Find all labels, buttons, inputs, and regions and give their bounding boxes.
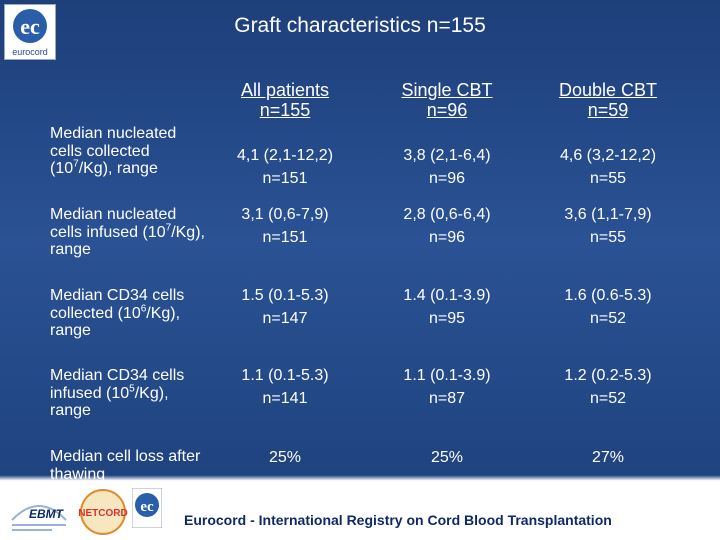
table-cell bbox=[533, 144, 683, 190]
table-cell bbox=[533, 203, 683, 249]
cell-value: 25% bbox=[268, 449, 302, 466]
cell-value: 3,8 (2,1-6,4) bbox=[403, 147, 491, 164]
cell-n: n=55 bbox=[589, 170, 627, 187]
row-label-cd34-collected bbox=[50, 287, 210, 340]
cell-value: 1.2 (0.2-5.3) bbox=[564, 367, 652, 384]
table-cell bbox=[533, 364, 683, 410]
cell-value: 1.5 (0.1-5.3) bbox=[241, 287, 329, 304]
cell-n: n=151 bbox=[262, 229, 308, 246]
cell-n: n=96 bbox=[428, 170, 466, 187]
row-label-text: Median nucleated cells infused (10 bbox=[50, 206, 177, 241]
column-header-name: All patients bbox=[240, 80, 330, 100]
eurocord-small-logo-icon bbox=[132, 488, 162, 528]
table-cell bbox=[533, 284, 683, 330]
table-cell bbox=[372, 446, 522, 469]
cell-n: n=151 bbox=[262, 170, 308, 187]
table-cell bbox=[210, 203, 360, 249]
footer-registry-text: Eurocord - International Registry on Cord Blood Transplantation bbox=[184, 512, 612, 528]
column-header-n: n=59 bbox=[587, 100, 629, 120]
cell-value: 1.6 (0.6-5.3) bbox=[564, 287, 652, 304]
svg-text:ec: ec bbox=[140, 499, 154, 515]
row-label-cell-loss bbox=[50, 448, 210, 483]
row-label-text: Median nucleated cells collected (10 bbox=[50, 125, 177, 177]
cell-value: 1.4 (0.1-3.9) bbox=[403, 287, 491, 304]
row-label-cd34-infused bbox=[50, 367, 210, 420]
cell-value: 25% bbox=[430, 449, 464, 466]
column-header-n: n=155 bbox=[259, 100, 311, 120]
table-cell bbox=[210, 364, 360, 410]
row-label-nucleated-infused bbox=[50, 206, 210, 259]
row-label-nucleated-collected bbox=[50, 125, 210, 178]
ebmt-label: EBMT bbox=[29, 507, 63, 521]
cell-value: 27% bbox=[591, 449, 625, 466]
footer-banner bbox=[0, 484, 720, 540]
table-cell bbox=[372, 203, 522, 249]
row-label-exponent: 6 bbox=[140, 303, 147, 315]
cell-n: n=95 bbox=[428, 310, 466, 327]
cell-n: n=96 bbox=[428, 229, 466, 246]
row-label-exponent: 7 bbox=[73, 158, 79, 170]
cell-value: 3,6 (1,1-7,9) bbox=[564, 206, 652, 223]
svg-text:ec: ec bbox=[20, 14, 40, 39]
cell-value: 3,1 (0,6-7,9) bbox=[241, 206, 329, 223]
table-cell bbox=[210, 284, 360, 330]
row-label-unit: /Kg), range bbox=[78, 160, 158, 177]
table-cell bbox=[372, 364, 522, 410]
column-header-name: Double CBT bbox=[558, 80, 658, 100]
cell-n: n=52 bbox=[589, 390, 627, 407]
table-cell bbox=[210, 144, 360, 190]
row-label-unit: /Kg), range bbox=[50, 304, 181, 339]
row-label-text: Median CD34 cells collected (10 bbox=[50, 287, 185, 322]
column-header-single-cbt bbox=[372, 80, 522, 120]
row-label-unit: /Kg), range bbox=[50, 384, 169, 419]
logo-text: eurocord bbox=[12, 47, 48, 57]
table-cell bbox=[210, 446, 360, 469]
netcord-logo-icon bbox=[78, 486, 128, 538]
row-label-exponent: 5 bbox=[129, 383, 135, 395]
column-header-name: Single CBT bbox=[401, 80, 493, 100]
table-cell bbox=[372, 284, 522, 330]
column-header-double-cbt bbox=[533, 80, 683, 120]
cell-value: 4,6 (3,2-12,2) bbox=[559, 147, 657, 164]
column-header-n: n=96 bbox=[426, 100, 468, 120]
row-label-text: Median cell loss after thawing bbox=[50, 448, 201, 483]
cell-value: 2,8 (0,6-6,4) bbox=[403, 206, 491, 223]
cell-value: 4,1 (2,1-12,2) bbox=[236, 147, 334, 164]
cell-value: 1.1 (0.1-3.9) bbox=[403, 367, 491, 384]
page-title: Graft characteristics n=155 bbox=[234, 14, 486, 37]
column-header-all-patients bbox=[210, 80, 360, 120]
cell-n: n=55 bbox=[589, 229, 627, 246]
table-cell bbox=[533, 446, 683, 469]
table-cell bbox=[372, 144, 522, 190]
row-label-text: Median CD34 cells infused (10 bbox=[50, 367, 185, 402]
netcord-label: NETCORD bbox=[78, 508, 128, 519]
ebmt-logo-icon bbox=[6, 490, 72, 536]
row-label-exponent: 7 bbox=[165, 222, 172, 234]
cell-n: n=87 bbox=[428, 390, 466, 407]
cell-n: n=141 bbox=[262, 390, 308, 407]
cell-value: 1.1 (0.1-5.3) bbox=[241, 367, 329, 384]
cell-n: n=52 bbox=[589, 310, 627, 327]
row-label-unit: /Kg), range bbox=[50, 223, 205, 258]
cell-n: n=147 bbox=[262, 310, 308, 327]
